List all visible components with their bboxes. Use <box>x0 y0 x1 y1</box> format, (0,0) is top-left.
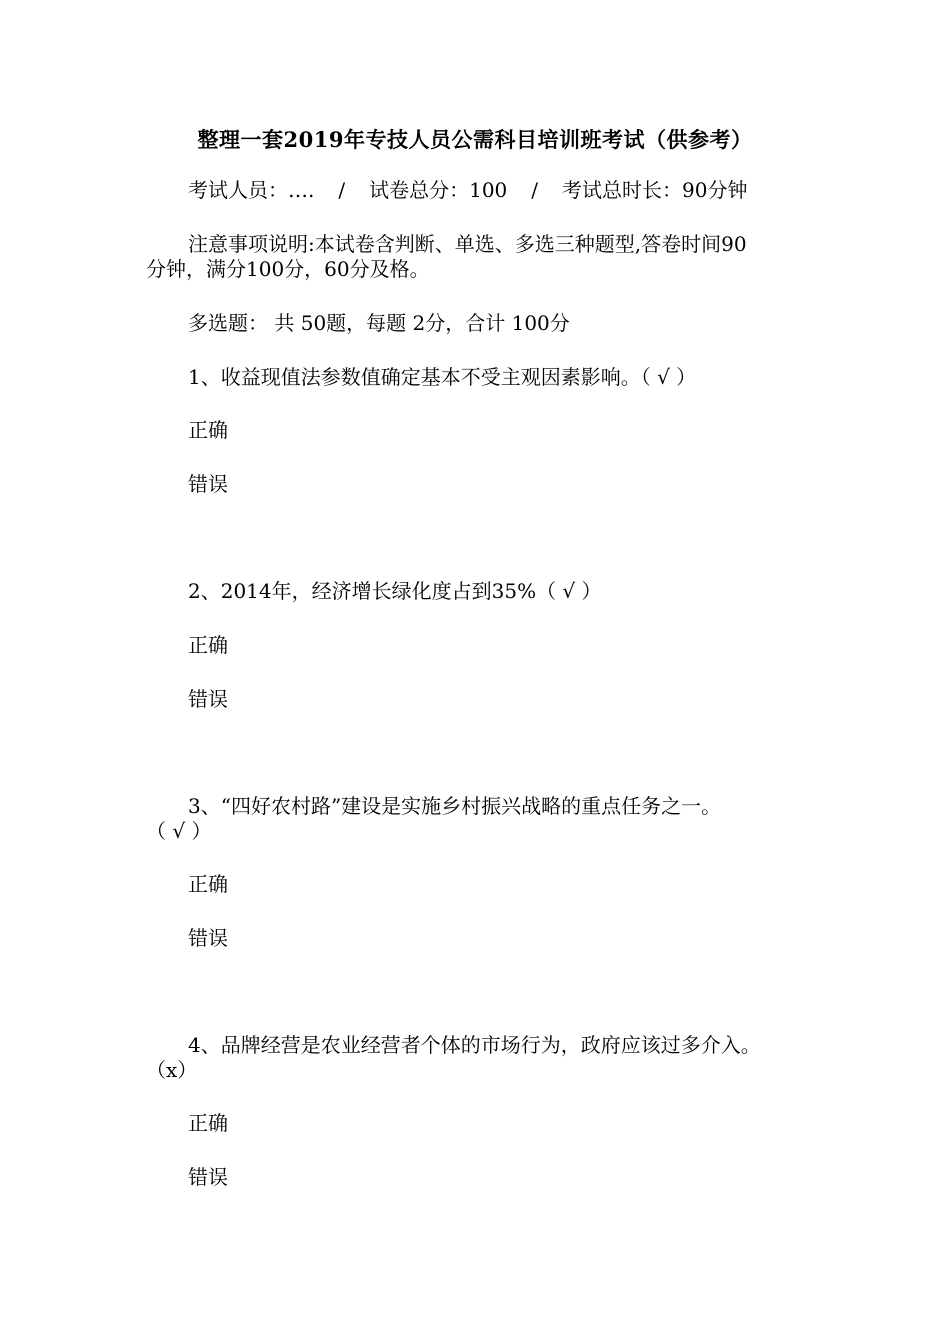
question-4-text: 4、品牌经营是农业经营者个体的市场行为，政府应该过多介入。 <box>188 1033 761 1057</box>
question-2-option-correct[interactable]: 正确 <box>188 633 228 657</box>
question-2-text: 2、2014年，经济增长绿化度占到35%（ √ ） <box>188 579 602 603</box>
exam-meta <box>188 177 748 203</box>
meta-separator: / <box>338 178 346 202</box>
document-title: 整理一套2019年专技人员公需科目培训班考试（供参考） <box>197 127 753 152</box>
examinee-label: 考试人员：…. <box>188 178 315 202</box>
question-3-answer: （ √ ） <box>146 819 212 843</box>
question-1-option-correct[interactable]: 正确 <box>188 418 228 442</box>
meta-separator: / <box>531 178 539 202</box>
section-heading: 多选题： 共 50题，每题 2分，合计 100分 <box>188 311 570 335</box>
duration-label: 考试总时长：90分钟 <box>562 178 748 202</box>
question-3-option-correct[interactable]: 正确 <box>188 872 228 896</box>
question-4-answer: （x） <box>146 1058 198 1082</box>
question-2-option-wrong[interactable]: 错误 <box>188 687 228 711</box>
question-3-option-wrong[interactable]: 错误 <box>188 926 228 950</box>
question-1-option-wrong[interactable]: 错误 <box>188 472 228 496</box>
question-4-option-correct[interactable]: 正确 <box>188 1111 228 1135</box>
notice-line-2: 分钟，满分100分，60分及格。 <box>146 257 430 281</box>
total-score-label: 试卷总分：100 <box>369 178 508 202</box>
question-3-text: 3、“四好农村路”建设是实施乡村振兴战略的重点任务之一。 <box>188 794 722 818</box>
notice-line-1: 注意事项说明:本试卷含判断、单选、多选三种题型,答卷时间90 <box>188 232 747 256</box>
question-1-text: 1、收益现值法参数值确定基本不受主观因素影响。（ √ ） <box>188 365 697 389</box>
question-4-option-wrong[interactable]: 错误 <box>188 1165 228 1189</box>
